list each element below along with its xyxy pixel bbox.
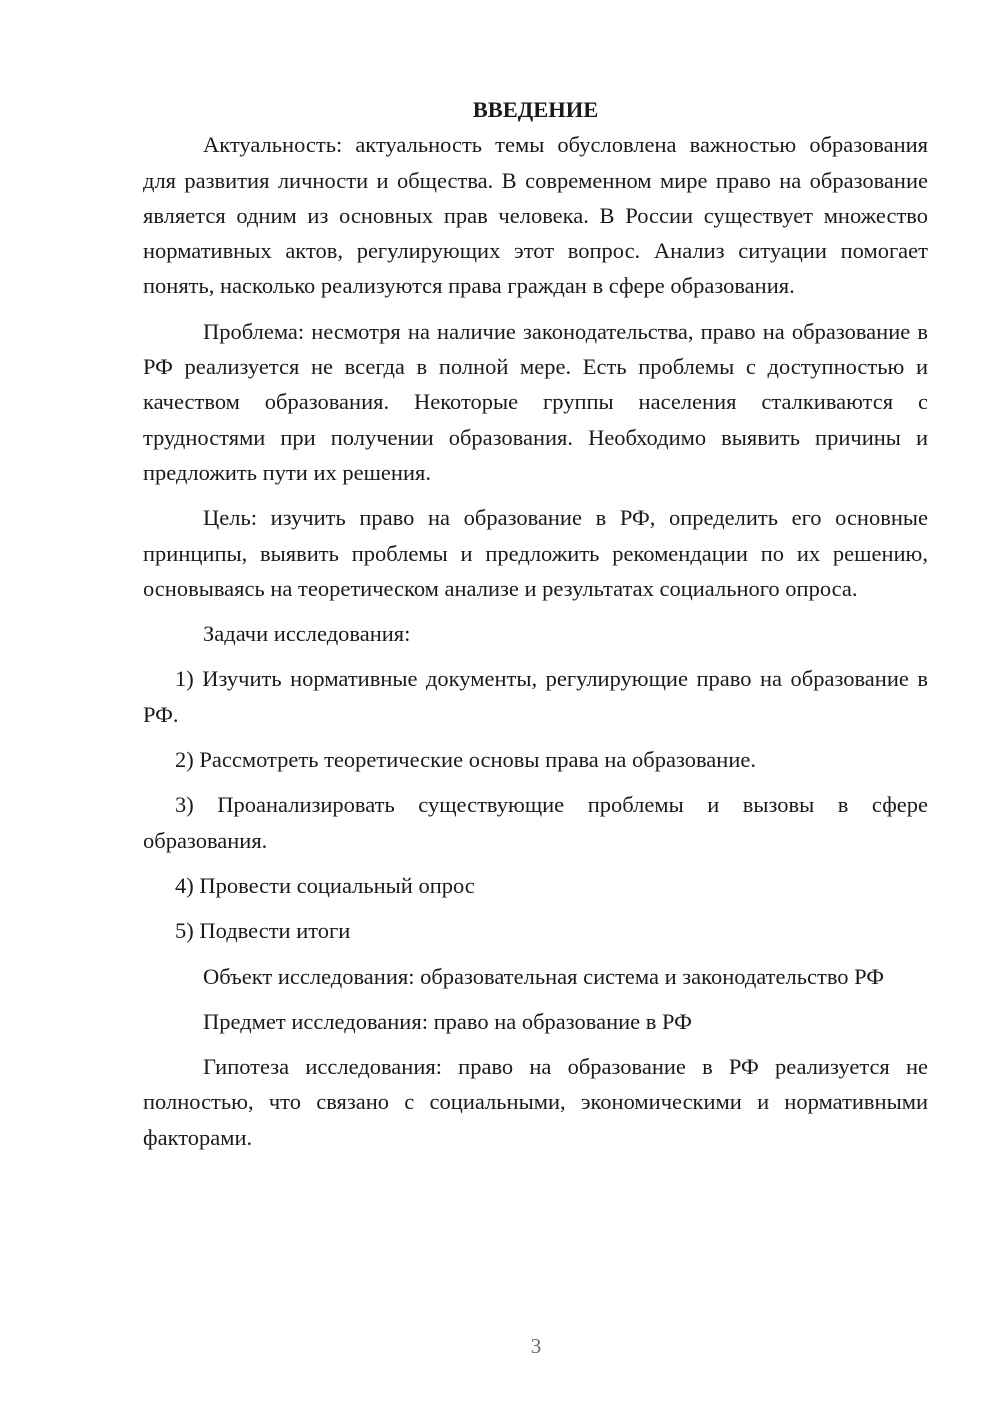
task-list-item: 5) Подвести итоги [175, 918, 351, 944]
paragraph-tasks-title: Задачи исследования: [203, 621, 411, 647]
paragraph-hypothesis: Гипотеза исследования: право на образование в РФ реализуется не полностью, что связано с социальными, экономическими и нормативными факторами. [143, 1054, 928, 1150]
page-number: 3 [530, 1334, 542, 1358]
section-heading: ВВЕДЕНИЕ [472, 97, 599, 122]
task-list-item: 1) Изучить нормативные документы, регулирующие право на образование в РФ. [143, 666, 928, 727]
paragraph-relevance: Актуальность: актуальность темы обусловлена важностью образования для развития личности и общества. В современном мире право на образование является одним из основных прав человека. В России существует множество нормативных актов, регулирующих этот вопрос. Анализ ситуации помогает понять, насколько реализуются права граждан в сфере образования. [143, 132, 928, 299]
task-list-item: 2) Рассмотреть теоретические основы права на образование. [175, 747, 756, 773]
task-list-item: 4) Провести социальный опрос [175, 872, 475, 898]
page-content [143, 92, 928, 1155]
paragraph-object: Объект исследования: образовательная система и законодательство РФ [203, 963, 885, 989]
paragraph-problem: Проблема: несмотря на наличие законодательства, право на образование в РФ реализуется не всегда в полной мере. Есть проблемы с доступностью и качеством образования. Некоторые группы населения сталкиваются с трудностями при получении образования. Необходимо выявить причины и предложить пути их решения. [143, 318, 928, 485]
paragraph-subject: Предмет исследования: право на образование в РФ [203, 1008, 692, 1034]
paragraph-goal: Цель: изучить право на образование в РФ, определить его основные принципы, выявить проблемы и предложить рекомендации по их решению, основываясь на теоретическом анализе и результатах социального опроса. [143, 505, 928, 601]
task-list-item: 3) Проанализировать существующие проблемы и вызовы в сфере образования. [143, 792, 928, 853]
